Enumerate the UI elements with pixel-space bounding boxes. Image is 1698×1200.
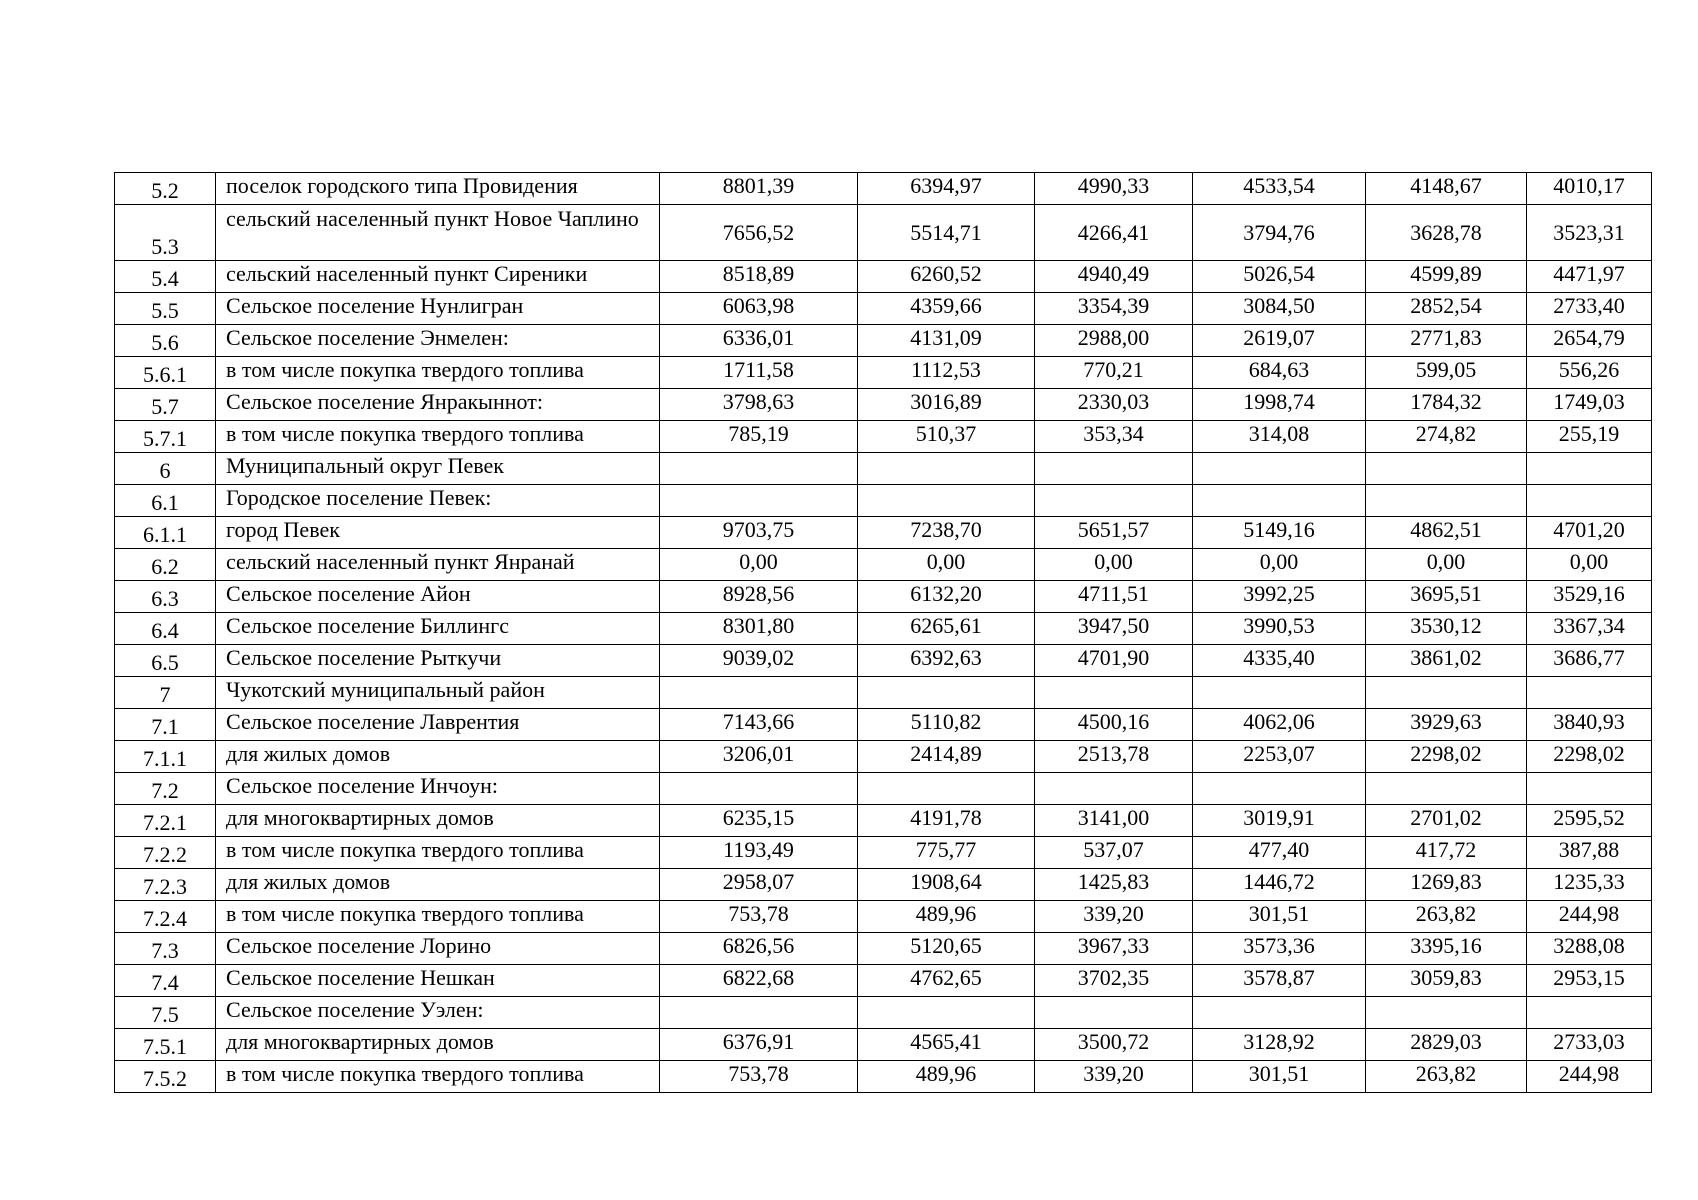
value-cell-6: 1749,03 xyxy=(1527,389,1652,421)
value-cell-3: 5651,57 xyxy=(1035,517,1193,549)
value-cell-1: 753,78 xyxy=(660,901,858,933)
row-name-cell: поселок городского типа Провидения xyxy=(216,173,660,205)
value-cell-5: 4599,89 xyxy=(1366,261,1527,293)
value-cell-6: 3367,34 xyxy=(1527,613,1652,645)
row-number-cell: 7.2.2 xyxy=(115,837,216,869)
value-cell-1: 1711,58 xyxy=(660,357,858,389)
value-cell-4: 1446,72 xyxy=(1193,869,1366,901)
value-cell-5: 1784,32 xyxy=(1366,389,1527,421)
value-cell-6: 3288,08 xyxy=(1527,933,1652,965)
value-cell-3 xyxy=(1035,485,1193,517)
value-cell-4: 3578,87 xyxy=(1193,965,1366,997)
value-cell-4: 3573,36 xyxy=(1193,933,1366,965)
value-cell-1: 6336,01 xyxy=(660,325,858,357)
value-cell-1: 8301,80 xyxy=(660,613,858,645)
value-cell-2: 775,77 xyxy=(858,837,1035,869)
table-row xyxy=(115,485,1652,517)
table-row xyxy=(115,933,1652,965)
row-number-cell: 7.3 xyxy=(115,933,216,965)
value-cell-5 xyxy=(1366,485,1527,517)
row-number-cell: 7.5.2 xyxy=(115,1061,216,1093)
value-cell-3: 3354,39 xyxy=(1035,293,1193,325)
value-cell-2 xyxy=(858,453,1035,485)
row-name-cell: Городское поселение Певек: xyxy=(216,485,660,517)
value-cell-1: 6822,68 xyxy=(660,965,858,997)
row-number-cell: 7.1 xyxy=(115,709,216,741)
value-cell-1: 785,19 xyxy=(660,421,858,453)
row-number-cell: 7 xyxy=(115,677,216,709)
value-cell-1: 6063,98 xyxy=(660,293,858,325)
table-row xyxy=(115,677,1652,709)
row-number-cell: 6.3 xyxy=(115,581,216,613)
row-name-cell: Сельское поселение Лорино xyxy=(216,933,660,965)
value-cell-1: 9039,02 xyxy=(660,645,858,677)
row-number-cell: 5.2 xyxy=(115,173,216,205)
value-cell-2: 4359,66 xyxy=(858,293,1035,325)
table-row xyxy=(115,581,1652,613)
value-cell-2: 6132,20 xyxy=(858,581,1035,613)
value-cell-6: 244,98 xyxy=(1527,1061,1652,1093)
value-cell-6: 2733,03 xyxy=(1527,1029,1652,1061)
value-cell-4: 1998,74 xyxy=(1193,389,1366,421)
value-cell-6: 3840,93 xyxy=(1527,709,1652,741)
value-cell-1: 753,78 xyxy=(660,1061,858,1093)
row-name-cell: Сельское поселение Уэлен: xyxy=(216,997,660,1029)
row-name-cell: Сельское поселение Нешкан xyxy=(216,965,660,997)
table-body xyxy=(115,173,1652,1093)
value-cell-1: 1193,49 xyxy=(660,837,858,869)
table-row xyxy=(115,517,1652,549)
value-cell-3: 0,00 xyxy=(1035,549,1193,581)
row-name-cell: Сельское поселение Янракыннот: xyxy=(216,389,660,421)
value-cell-6: 255,19 xyxy=(1527,421,1652,453)
value-cell-5: 3695,51 xyxy=(1366,581,1527,613)
value-cell-6: 3686,77 xyxy=(1527,645,1652,677)
value-cell-5: 2852,54 xyxy=(1366,293,1527,325)
table-row xyxy=(115,453,1652,485)
value-cell-2: 4565,41 xyxy=(858,1029,1035,1061)
value-cell-4: 301,51 xyxy=(1193,1061,1366,1093)
value-cell-4: 2619,07 xyxy=(1193,325,1366,357)
value-cell-3: 3947,50 xyxy=(1035,613,1193,645)
value-cell-1: 7143,66 xyxy=(660,709,858,741)
row-number-cell: 6.2 xyxy=(115,549,216,581)
value-cell-6: 2953,15 xyxy=(1527,965,1652,997)
row-name-cell: для жилых домов xyxy=(216,741,660,773)
row-name-cell: для многоквартирных домов xyxy=(216,1029,660,1061)
row-name-cell: сельский населенный пункт Сиреники xyxy=(216,261,660,293)
value-cell-4: 3990,53 xyxy=(1193,613,1366,645)
value-cell-6: 2298,02 xyxy=(1527,741,1652,773)
value-cell-1: 8928,56 xyxy=(660,581,858,613)
row-name-cell: для многоквартирных домов xyxy=(216,805,660,837)
value-cell-1: 6376,91 xyxy=(660,1029,858,1061)
row-name-cell: в том числе покупка твердого топлива xyxy=(216,421,660,453)
value-cell-5: 2701,02 xyxy=(1366,805,1527,837)
value-cell-3: 2513,78 xyxy=(1035,741,1193,773)
value-cell-5 xyxy=(1366,773,1527,805)
value-cell-2: 7238,70 xyxy=(858,517,1035,549)
value-cell-3: 1425,83 xyxy=(1035,869,1193,901)
value-cell-4: 0,00 xyxy=(1193,549,1366,581)
table-row xyxy=(115,709,1652,741)
row-number-cell: 5.6.1 xyxy=(115,357,216,389)
row-name-cell: город Певек xyxy=(216,517,660,549)
value-cell-6: 4701,20 xyxy=(1527,517,1652,549)
value-cell-3: 339,20 xyxy=(1035,1061,1193,1093)
value-cell-1: 8518,89 xyxy=(660,261,858,293)
tariff-table xyxy=(114,172,1652,1093)
value-cell-1 xyxy=(660,453,858,485)
row-number-cell: 5.7.1 xyxy=(115,421,216,453)
row-number-cell: 5.7 xyxy=(115,389,216,421)
value-cell-2: 6265,61 xyxy=(858,613,1035,645)
value-cell-2: 5514,71 xyxy=(858,205,1035,261)
value-cell-3: 3702,35 xyxy=(1035,965,1193,997)
value-cell-5: 3628,78 xyxy=(1366,205,1527,261)
value-cell-4 xyxy=(1193,997,1366,1029)
table-row xyxy=(115,773,1652,805)
value-cell-4: 4533,54 xyxy=(1193,173,1366,205)
value-cell-2: 1908,64 xyxy=(858,869,1035,901)
value-cell-3: 4266,41 xyxy=(1035,205,1193,261)
value-cell-3: 3141,00 xyxy=(1035,805,1193,837)
row-number-cell: 5.4 xyxy=(115,261,216,293)
value-cell-1: 8801,39 xyxy=(660,173,858,205)
row-name-cell: Сельское поселение Нунлигран xyxy=(216,293,660,325)
row-number-cell: 5.3 xyxy=(115,205,216,261)
value-cell-6 xyxy=(1527,485,1652,517)
value-cell-4 xyxy=(1193,773,1366,805)
table-row xyxy=(115,1061,1652,1093)
value-cell-2 xyxy=(858,773,1035,805)
value-cell-2 xyxy=(858,677,1035,709)
row-number-cell: 5.6 xyxy=(115,325,216,357)
value-cell-5: 4862,51 xyxy=(1366,517,1527,549)
value-cell-3: 3967,33 xyxy=(1035,933,1193,965)
table-row xyxy=(115,613,1652,645)
row-number-cell: 6.4 xyxy=(115,613,216,645)
value-cell-5: 2771,83 xyxy=(1366,325,1527,357)
row-name-cell: в том числе покупка твердого топлива xyxy=(216,1061,660,1093)
value-cell-1 xyxy=(660,773,858,805)
row-number-cell: 7.2.3 xyxy=(115,869,216,901)
value-cell-3 xyxy=(1035,997,1193,1029)
value-cell-3 xyxy=(1035,773,1193,805)
row-name-cell: Сельское поселение Рыткучи xyxy=(216,645,660,677)
row-number-cell: 7.2.4 xyxy=(115,901,216,933)
value-cell-5: 274,82 xyxy=(1366,421,1527,453)
table-row xyxy=(115,741,1652,773)
value-cell-4: 477,40 xyxy=(1193,837,1366,869)
value-cell-4 xyxy=(1193,485,1366,517)
value-cell-6: 3529,16 xyxy=(1527,581,1652,613)
value-cell-5: 2298,02 xyxy=(1366,741,1527,773)
value-cell-4: 684,63 xyxy=(1193,357,1366,389)
row-name-cell: Муниципальный округ Певек xyxy=(216,453,660,485)
value-cell-4: 3128,92 xyxy=(1193,1029,1366,1061)
value-cell-4: 3019,91 xyxy=(1193,805,1366,837)
table-row xyxy=(115,869,1652,901)
row-name-cell: сельский населенный пункт Янранай xyxy=(216,549,660,581)
value-cell-3: 4701,90 xyxy=(1035,645,1193,677)
value-cell-5 xyxy=(1366,997,1527,1029)
value-cell-2: 6394,97 xyxy=(858,173,1035,205)
table-row xyxy=(115,389,1652,421)
value-cell-4: 301,51 xyxy=(1193,901,1366,933)
value-cell-2: 489,96 xyxy=(858,1061,1035,1093)
value-cell-6: 0,00 xyxy=(1527,549,1652,581)
value-cell-6: 4010,17 xyxy=(1527,173,1652,205)
value-cell-1: 7656,52 xyxy=(660,205,858,261)
value-cell-6: 2595,52 xyxy=(1527,805,1652,837)
value-cell-5: 599,05 xyxy=(1366,357,1527,389)
value-cell-5: 3530,12 xyxy=(1366,613,1527,645)
row-name-cell: Сельское поселение Лаврентия xyxy=(216,709,660,741)
row-number-cell: 7.5 xyxy=(115,997,216,1029)
value-cell-3: 3500,72 xyxy=(1035,1029,1193,1061)
value-cell-3: 4940,49 xyxy=(1035,261,1193,293)
value-cell-5: 0,00 xyxy=(1366,549,1527,581)
table-row xyxy=(115,1029,1652,1061)
value-cell-2: 1112,53 xyxy=(858,357,1035,389)
value-cell-1 xyxy=(660,997,858,1029)
value-cell-2 xyxy=(858,997,1035,1029)
value-cell-3: 4990,33 xyxy=(1035,173,1193,205)
row-number-cell: 7.4 xyxy=(115,965,216,997)
row-number-cell: 7.2 xyxy=(115,773,216,805)
value-cell-4: 5026,54 xyxy=(1193,261,1366,293)
value-cell-3: 4500,16 xyxy=(1035,709,1193,741)
row-name-cell: для жилых домов xyxy=(216,869,660,901)
value-cell-2: 489,96 xyxy=(858,901,1035,933)
row-name-cell: Сельское поселение Айон xyxy=(216,581,660,613)
value-cell-1: 9703,75 xyxy=(660,517,858,549)
row-name-cell: Сельское поселение Биллингс xyxy=(216,613,660,645)
table-row xyxy=(115,997,1652,1029)
value-cell-3: 2988,00 xyxy=(1035,325,1193,357)
value-cell-3: 339,20 xyxy=(1035,901,1193,933)
value-cell-2: 3016,89 xyxy=(858,389,1035,421)
row-number-cell: 7.2.1 xyxy=(115,805,216,837)
row-name-cell: сельский населенный пункт Новое Чаплино xyxy=(216,205,660,261)
value-cell-2: 6392,63 xyxy=(858,645,1035,677)
table-row xyxy=(115,173,1652,205)
value-cell-1: 6826,56 xyxy=(660,933,858,965)
row-name-cell: в том числе покупка твердого топлива xyxy=(216,901,660,933)
table-row xyxy=(115,805,1652,837)
row-name-cell: Чукотский муниципальный район xyxy=(216,677,660,709)
row-number-cell: 6.5 xyxy=(115,645,216,677)
value-cell-3: 2330,03 xyxy=(1035,389,1193,421)
value-cell-3: 4711,51 xyxy=(1035,581,1193,613)
value-cell-6 xyxy=(1527,997,1652,1029)
value-cell-6 xyxy=(1527,677,1652,709)
table-row xyxy=(115,205,1652,261)
value-cell-5 xyxy=(1366,677,1527,709)
value-cell-5: 4148,67 xyxy=(1366,173,1527,205)
value-cell-5: 263,82 xyxy=(1366,1061,1527,1093)
value-cell-6: 556,26 xyxy=(1527,357,1652,389)
table-row xyxy=(115,901,1652,933)
value-cell-3: 770,21 xyxy=(1035,357,1193,389)
value-cell-3: 353,34 xyxy=(1035,421,1193,453)
value-cell-1 xyxy=(660,485,858,517)
value-cell-6: 2654,79 xyxy=(1527,325,1652,357)
value-cell-4 xyxy=(1193,677,1366,709)
value-cell-4: 3084,50 xyxy=(1193,293,1366,325)
table-row xyxy=(115,325,1652,357)
value-cell-4: 314,08 xyxy=(1193,421,1366,453)
value-cell-3 xyxy=(1035,677,1193,709)
value-cell-4: 5149,16 xyxy=(1193,517,1366,549)
value-cell-2: 2414,89 xyxy=(858,741,1035,773)
value-cell-6: 3523,31 xyxy=(1527,205,1652,261)
value-cell-5: 3929,63 xyxy=(1366,709,1527,741)
row-name-cell: Сельское поселение Энмелен: xyxy=(216,325,660,357)
row-number-cell: 7.5.1 xyxy=(115,1029,216,1061)
table-row xyxy=(115,261,1652,293)
value-cell-6 xyxy=(1527,453,1652,485)
value-cell-5: 3861,02 xyxy=(1366,645,1527,677)
value-cell-4: 3992,25 xyxy=(1193,581,1366,613)
value-cell-6: 244,98 xyxy=(1527,901,1652,933)
value-cell-2: 4191,78 xyxy=(858,805,1035,837)
row-name-cell: в том числе покупка твердого топлива xyxy=(216,357,660,389)
value-cell-2: 5110,82 xyxy=(858,709,1035,741)
table-row xyxy=(115,965,1652,997)
table-row xyxy=(115,421,1652,453)
value-cell-4: 3794,76 xyxy=(1193,205,1366,261)
value-cell-5: 417,72 xyxy=(1366,837,1527,869)
table-row xyxy=(115,645,1652,677)
value-cell-2: 4131,09 xyxy=(858,325,1035,357)
value-cell-6: 387,88 xyxy=(1527,837,1652,869)
value-cell-5: 1269,83 xyxy=(1366,869,1527,901)
value-cell-2: 4762,65 xyxy=(858,965,1035,997)
row-number-cell: 6.1 xyxy=(115,485,216,517)
value-cell-1 xyxy=(660,677,858,709)
value-cell-2: 0,00 xyxy=(858,549,1035,581)
value-cell-2: 6260,52 xyxy=(858,261,1035,293)
table-row xyxy=(115,837,1652,869)
table-row xyxy=(115,549,1652,581)
row-name-cell: в том числе покупка твердого топлива xyxy=(216,837,660,869)
value-cell-4: 4335,40 xyxy=(1193,645,1366,677)
row-number-cell: 5.5 xyxy=(115,293,216,325)
table-row xyxy=(115,357,1652,389)
value-cell-1: 0,00 xyxy=(660,549,858,581)
value-cell-4 xyxy=(1193,453,1366,485)
value-cell-5 xyxy=(1366,453,1527,485)
value-cell-1: 3798,63 xyxy=(660,389,858,421)
value-cell-2: 510,37 xyxy=(858,421,1035,453)
value-cell-4: 4062,06 xyxy=(1193,709,1366,741)
value-cell-3: 537,07 xyxy=(1035,837,1193,869)
value-cell-5: 3395,16 xyxy=(1366,933,1527,965)
value-cell-5: 2829,03 xyxy=(1366,1029,1527,1061)
value-cell-2 xyxy=(858,485,1035,517)
value-cell-5: 263,82 xyxy=(1366,901,1527,933)
table-row xyxy=(115,293,1652,325)
value-cell-6: 1235,33 xyxy=(1527,869,1652,901)
value-cell-6 xyxy=(1527,773,1652,805)
value-cell-6: 2733,40 xyxy=(1527,293,1652,325)
value-cell-6: 4471,97 xyxy=(1527,261,1652,293)
value-cell-1: 2958,07 xyxy=(660,869,858,901)
value-cell-2: 5120,65 xyxy=(858,933,1035,965)
row-name-cell: Сельское поселение Инчоун: xyxy=(216,773,660,805)
row-number-cell: 6.1.1 xyxy=(115,517,216,549)
value-cell-3 xyxy=(1035,453,1193,485)
value-cell-1: 3206,01 xyxy=(660,741,858,773)
row-number-cell: 6 xyxy=(115,453,216,485)
value-cell-5: 3059,83 xyxy=(1366,965,1527,997)
value-cell-1: 6235,15 xyxy=(660,805,858,837)
value-cell-4: 2253,07 xyxy=(1193,741,1366,773)
row-number-cell: 7.1.1 xyxy=(115,741,216,773)
